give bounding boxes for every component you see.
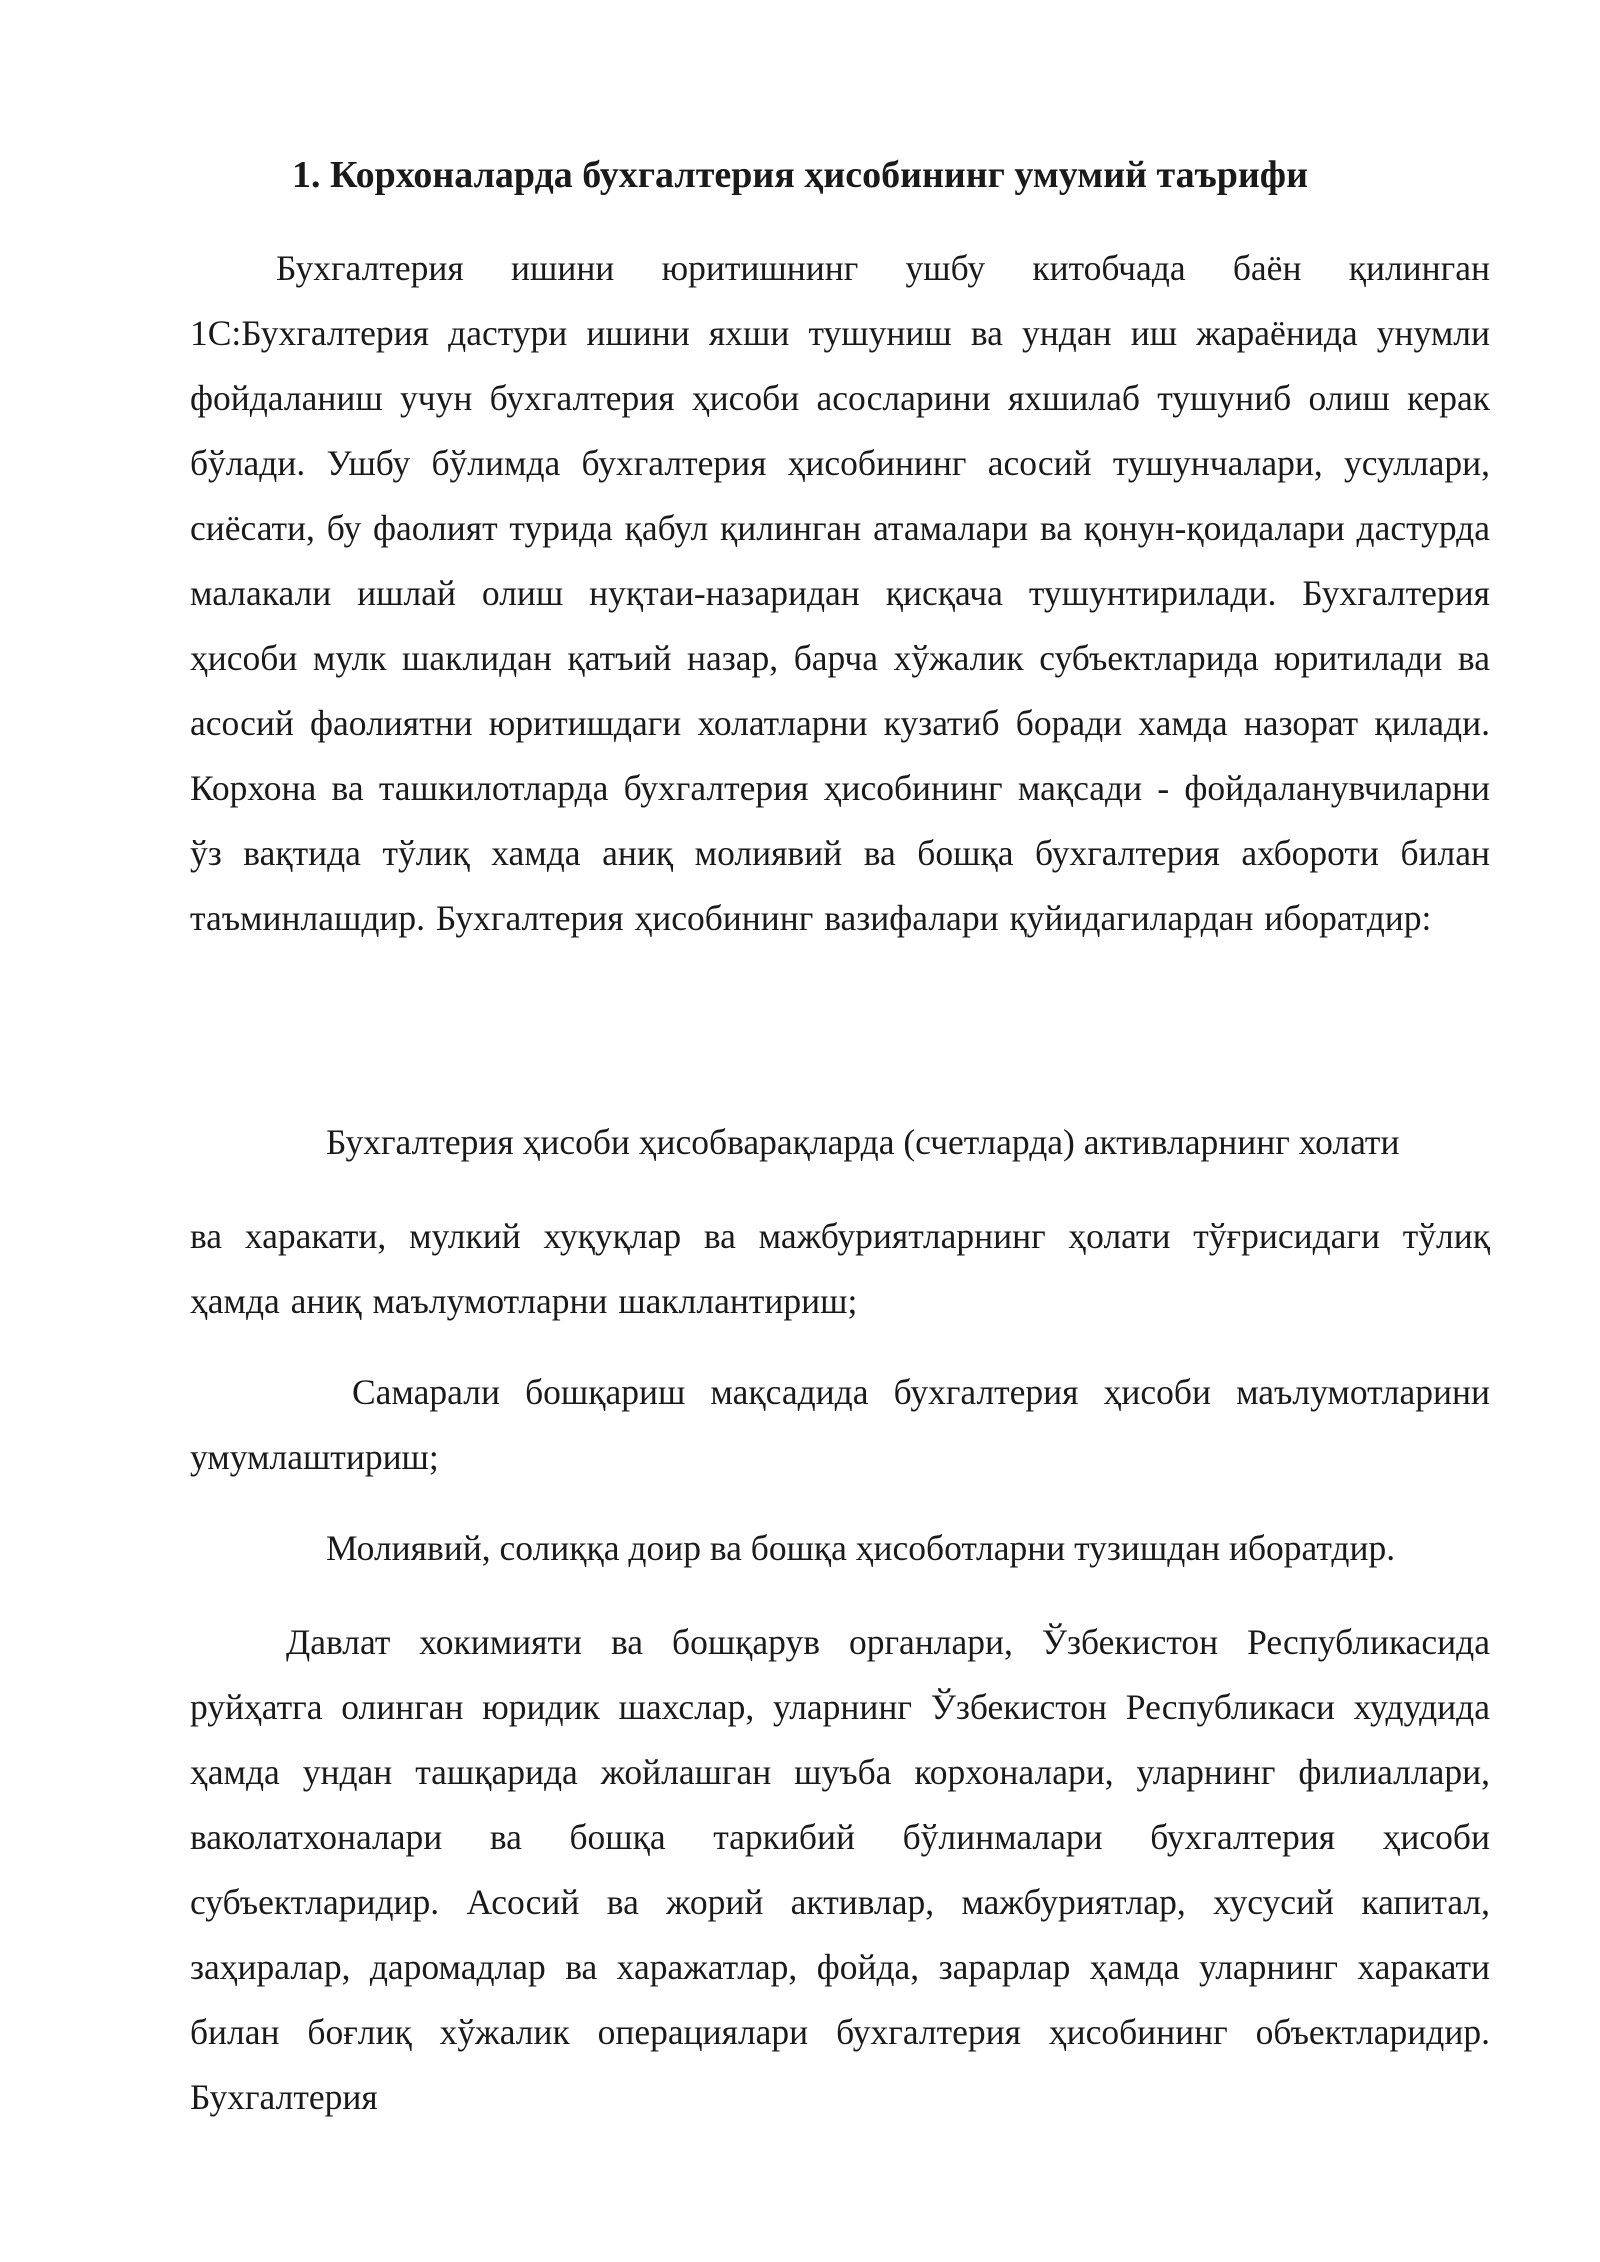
list-item-1-continuation: ва харакати, мулкий хуқуқлар ва мажбуриятларнинг ҳолати тўғрисидаги тўлиқ ҳамда аниқ маълумотларни шакллантириш; xyxy=(190,1216,1490,1321)
list-item-3: Молиявий, солиққа доир ва бошқа ҳисоботларни тузишдан иборатдир. xyxy=(326,1528,1396,1568)
paragraph-subjects: Давлат хокимияти ва бошқарув органлари, Ўзбекистон Республикасида руйҳатга олинган юридик шахслар, уларнинг Ўзбекистон Республикаси худудида ҳамда ундан ташқарида жойлашган шуъба корхоналари, уларнинг филиаллари, ваколатхоналари ва бошқа таркибий бўлинмалари бухгалтерия ҳисоби субъектларидир. Асосий ва жорий активлар, мажбуриятлар, хусусий капитал, заҳиралар, даромадлар ва харажатлар, фойда, зарарлар ҳамда уларнинг харакати билан боғлиқ хўжалик операциялари бухгалтерия ҳисобининг объектларидир. Бухгалтерия xyxy=(190,1622,1490,2117)
list-item-2: Самарали бошқариш мақсадида бухгалтерия ҳисоби маълумотларини умумлаштириш; xyxy=(190,1372,1490,1477)
section-title: 1. Корхоналарда бухгалтерия ҳисобининг умумий таърифи xyxy=(292,154,1308,196)
list-item-1-first-line: Бухгалтерия ҳисоби ҳисобварақларда (счетларда) активларнинг холати xyxy=(326,1122,1400,1162)
paragraph-intro: Бухгалтерия ишини юритишнинг ушбу китобчада баён қилинган 1С:Бухгалтерия дастури ишини яхши тушуниш ва ундан иш жараёнида унумли фойдаланиш учун бухгалтерия ҳисоби асосларини яхшилаб тушуниб олиш керак бўлади. Ушбу бўлимда бухгалтерия ҳисобининг асосий тушунчалари, усуллари, сиёсати, бу фаолият турида қабул қилинган атамалари ва қонун-қоидалари дастурда малакали ишлай олиш нуқтаи-назаридан қисқача тушунтирилади. Бухгалтерия ҳисоби мулк шаклидан қатъий назар, барча хўжалик субъектларида юритилади ва асосий фаолиятни юритишдаги холатларни кузатиб боради хамда назорат қилади. Корхона ва ташкилотларда бухгалтерия ҳисобининг мақсади - фойдаланувчиларни ўз вақтида тўлиқ хамда аниқ молиявий ва бошқа бухгалтерия ахбороти билан таъминлашдир. Бухгалтерия ҳисобининг вазифалари қуйидагилардан иборатдир: xyxy=(190,248,1490,938)
